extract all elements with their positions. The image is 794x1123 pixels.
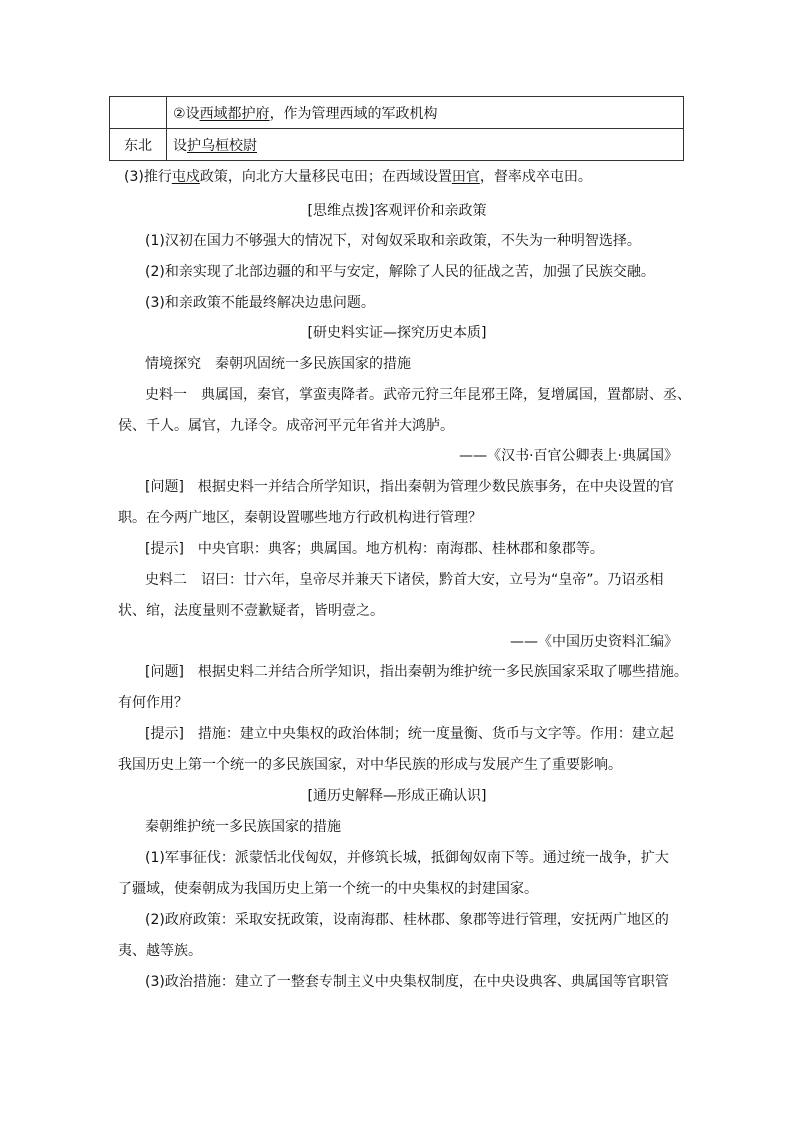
source1-line2: 侯、千人。属官，九译令。成帝河平元年省并大鸿胪。 [118,418,454,434]
region-cell [110,97,167,129]
measure-term: 护乌桓校尉 [187,137,257,154]
measure1-line2: 了疆域，使秦朝成为我国历史上第一个统一的中央集权的封建国家。 [118,881,538,897]
question2-line1: [问题] 根据史料二并结合所学知识，指出秦朝为维护统一多民族国家采取了哪些措施。 [145,664,688,680]
measure2-line2: 夷、越等族。 [118,943,202,959]
scenario-title: 情境探究 秦朝巩固统一多民族国家的措施 [145,356,411,372]
heqin-point-3: (3)和亲政策不能最终解决边患问题。 [145,295,375,311]
table-row [110,97,684,129]
section-heading-interpretation: [通历史解释—形成正确认识] [307,788,487,804]
hint2-line2: 我国历史上第一个统一的多民族国家，对中华民族的形成与发展产生了重要影响。 [118,757,622,773]
tuntian-paragraph [124,167,592,187]
region-cell: 东北 [110,129,167,161]
measure-text-pre: 设 [173,137,187,154]
section-heading-thinking: [思维点拨]客观评价和亲政策 [307,203,487,219]
measure-term: 西域都护府 [199,105,270,122]
region-table [109,96,684,161]
measure1-line1: (1)军事征伐：派蒙恬北伐匈奴，并修筑长城，抵御匈奴南下等。通过统一战争，扩大 [145,850,669,866]
section-heading-sources: [研史料实证—探究历史本质] [307,325,487,341]
table-row [110,129,684,161]
text-span: (3)推行 [124,169,172,185]
heqin-point-1: (1)汉初在国力不够强大的情况下，对匈奴采取和亲政策，不失为一种明智选择。 [145,233,641,249]
text-span: ，督率戍卒屯田。 [479,169,592,185]
source2-line2: 状、绾，法度量则不壹歉疑者，皆明壹之。 [118,603,384,619]
term-tianguan: 田官 [451,169,480,185]
hint2-line1: [提示] 措施：建立中央集权的政治体制；统一度量衡、货币与文字等。作用：建立起 [145,726,674,742]
question1-line2: 职。在今两广地区，秦朝设置哪些地方行政机构进行管理？ [118,510,482,526]
source2-citation: ——《中国历史资料汇编》 [510,634,678,650]
measure-cell [167,129,684,161]
measure2-line1: (2)政府政策：采取安抚政策，设南海郡、桂林郡、象郡等进行管理，安抚两广地区的 [145,912,669,928]
measure-text-post: ，作为管理西域的军政机构 [269,105,438,122]
measure-text-pre: ②设 [173,105,200,122]
question1-line1: [问题] 根据史料一并结合所学知识，指出秦朝为管理少数民族事务，在中央设置的官 [145,479,674,495]
text-span: 政策，向北方大量移民屯田；在西域设置 [199,169,452,185]
measure-cell [167,97,684,129]
question2-line2: 有何作用？ [118,695,188,711]
heqin-point-2: (2)和亲实现了北部边疆的和平与安定，解除了人民的征战之苦，加强了民族交融。 [145,264,655,280]
measure3-line1: (3)政治措施：建立了一整套专制主义中央集权制度，在中央设典客、典属国等官职管 [145,974,669,990]
term-tunshu: 屯戍 [171,169,200,185]
source1-citation: ——《汉书·百官公卿表上·典属国》 [459,448,678,464]
source1-line1: 史料一 典属国，秦官，掌蛮夷降者。武帝元狩三年昆邪王降，复增属国，置都尉、丞、 [145,387,691,403]
hint1: [提示] 中央官职：典客；典属国。地方机构：南海郡、桂林郡和象郡等。 [145,541,604,557]
measures-title: 秦朝维护统一多民族国家的措施 [145,819,341,835]
source2-line1: 史料二 诏曰：廿六年，皇帝尽并兼天下诸侯，黔首大安，立号为“皇帝”。乃诏丞相 [145,572,664,588]
